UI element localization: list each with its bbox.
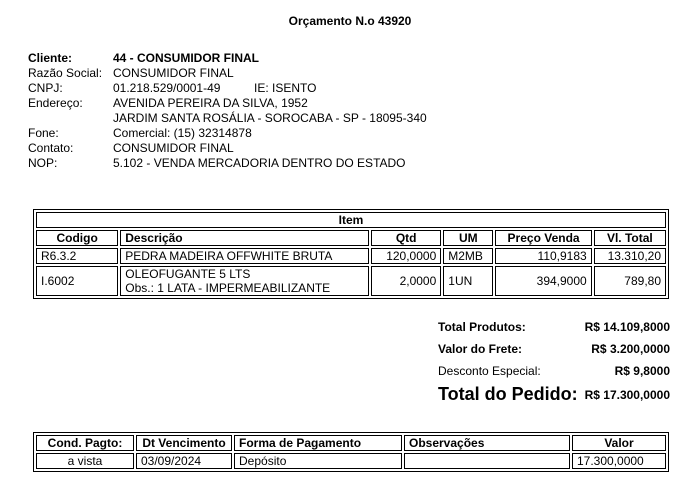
table-row (36, 266, 666, 296)
payment-column-headers (36, 435, 666, 451)
cell-descricao-obs: Obs.: 1 LATA - IMPERMEABILIZANTE (125, 281, 331, 295)
col-forma: Forma de Pagamento (234, 435, 402, 451)
fone-value: Comercial: (15) 32314878 (113, 126, 252, 140)
frete-label: Valor do Frete: (438, 342, 523, 356)
desconto-label: Desconto Especial: (438, 364, 541, 378)
payment-table (33, 432, 669, 472)
cell-um: 1UN (443, 266, 493, 296)
cell-preco: 110,9183 (495, 248, 591, 264)
razao-value: CONSUMIDOR FINAL (113, 66, 234, 80)
frete-value: R$ 3.200,0000 (591, 342, 670, 356)
total-produtos-row (438, 320, 670, 342)
cell-qtd: 120,0000 (371, 248, 441, 264)
cell-obs (404, 453, 570, 469)
contato-label: Contato: (28, 141, 74, 155)
cell-cond: a vista (36, 453, 134, 469)
table-row (36, 453, 666, 469)
cell-total: 789,80 (594, 266, 666, 296)
frete-row (438, 342, 670, 364)
cell-valor: 17.300,0000 (572, 453, 666, 469)
endereco-line1: AVENIDA PEREIRA DA SILVA, 1952 (113, 96, 308, 110)
items-table (33, 209, 669, 299)
razao-label: Razão Social: (28, 66, 103, 80)
page-title: Orçamento N.o 43920 (288, 14, 412, 28)
nop-label: NOP: (28, 156, 58, 170)
col-total: Vl. Total (594, 230, 666, 246)
col-qtd: Qtd (371, 230, 441, 246)
col-vencimento: Dt Vencimento (136, 435, 232, 451)
table-row (36, 248, 666, 264)
col-preco: Preço Venda (495, 230, 591, 246)
total-pedido-label: Total do Pedido: (438, 384, 578, 404)
desconto-row (438, 364, 670, 386)
fone-label: Fone: (28, 126, 59, 140)
cliente-label: Cliente: (28, 51, 73, 65)
cell-codigo: I.6002 (36, 266, 118, 296)
cnpj-value: 01.218.529/0001-49 (113, 81, 221, 95)
items-header: Item (36, 212, 666, 228)
cell-vencimento: 03/09/2024 (136, 453, 232, 469)
endereco-label: Endereço: (28, 96, 83, 110)
col-observacoes: Observações (404, 435, 570, 451)
contato-value: CONSUMIDOR FINAL (113, 141, 234, 155)
col-codigo: Codigo (36, 230, 118, 246)
cell-codigo: R6.3.2 (36, 248, 118, 264)
cell-um: M2MB (443, 248, 493, 264)
ie-value: IE: ISENTO (254, 81, 317, 95)
cell-descricao: PEDRA MADEIRA OFFWHITE BRUTA (120, 248, 369, 264)
totals-block (438, 320, 670, 410)
desconto-value: R$ 9,8000 (614, 364, 670, 378)
col-descricao: Descrição (120, 230, 369, 246)
cell-descricao-text: OLEOFUGANTE 5 LTS (125, 267, 251, 281)
total-produtos-value: R$ 14.109,8000 (584, 320, 670, 334)
cnpj-label: CNPJ: (28, 81, 63, 95)
total-produtos-label: Total Produtos: (438, 320, 526, 334)
col-um: UM (443, 230, 493, 246)
total-pedido-row (438, 386, 670, 410)
nop-value: 5.102 - VENDA MERCADORIA DENTRO DO ESTADO (113, 156, 406, 170)
cell-descricao (120, 266, 369, 296)
cell-total: 13.310,20 (594, 248, 666, 264)
cliente-value: 44 - CONSUMIDOR FINAL (113, 51, 260, 65)
col-valor: Valor (572, 435, 666, 451)
items-column-headers (36, 230, 666, 246)
total-pedido-value: R$ 17.300,0000 (584, 388, 670, 402)
cell-qtd: 2,0000 (371, 266, 441, 296)
cell-preco: 394,9000 (495, 266, 591, 296)
col-cond: Cond. Pagto: (36, 435, 134, 451)
cell-forma: Depósito (234, 453, 402, 469)
endereco-line2: JARDIM SANTA ROSÁLIA - SOROCABA - SP - 18095-340 (113, 111, 427, 125)
